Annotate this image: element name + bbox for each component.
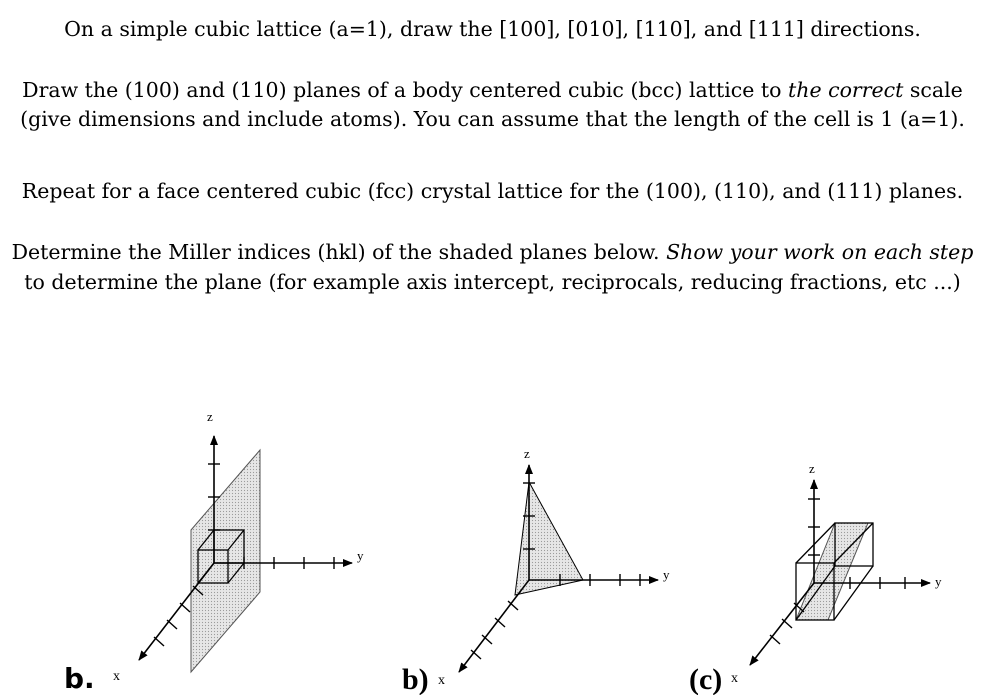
problem-2-text-b: scale: [903, 78, 963, 102]
z-axis-label: z: [207, 409, 213, 424]
x-axis-label: x: [113, 669, 120, 684]
figure-b-paren: [402, 446, 670, 695]
figure-label: b.: [64, 662, 95, 695]
problem-3-text: Repeat for a face centered cubic (fcc) crystal lattice for the (100), (110), and (111) planes.: [21, 179, 964, 203]
figure-b-dot: [64, 409, 364, 695]
y-axis-label: y: [935, 574, 942, 589]
problem-2-text-a: Draw the (100) and (110) planes of a body centered cubic (bcc) lattice to: [22, 78, 789, 102]
problem-4-text-b: to determine the plane (for example axis intercept, reciprocals, reducing fractions, etc ...): [24, 270, 961, 294]
figure-label: (c): [689, 663, 723, 695]
x-axis: [459, 580, 529, 672]
problem-1-text: On a simple cubic lattice (a=1), draw the [100], [010], [110], and [111] directions.: [64, 17, 921, 41]
x-axis-label: x: [438, 673, 445, 688]
z-axis-label: z: [524, 446, 530, 461]
problem-2-emphasis: the correct: [788, 78, 904, 102]
problem-2-text-c: (give dimensions and include atoms). You can assume that the length of the cell is 1 (a=1).: [20, 107, 965, 131]
shaded-plane: [191, 450, 260, 672]
x-axis: [750, 583, 814, 665]
y-axis-label: y: [663, 567, 670, 582]
figure-c: [689, 461, 942, 695]
x-axis-label: x: [731, 671, 738, 686]
z-axis-label: z: [809, 461, 815, 476]
problem-4-text-a: Determine the Miller indices (hkl) of the shaded planes below.: [11, 240, 667, 264]
figure-label: b): [402, 663, 429, 695]
shaded-plane: [515, 482, 583, 595]
problem-4-emphasis: Show your work on each step: [666, 240, 974, 264]
y-axis-label: y: [357, 548, 364, 563]
